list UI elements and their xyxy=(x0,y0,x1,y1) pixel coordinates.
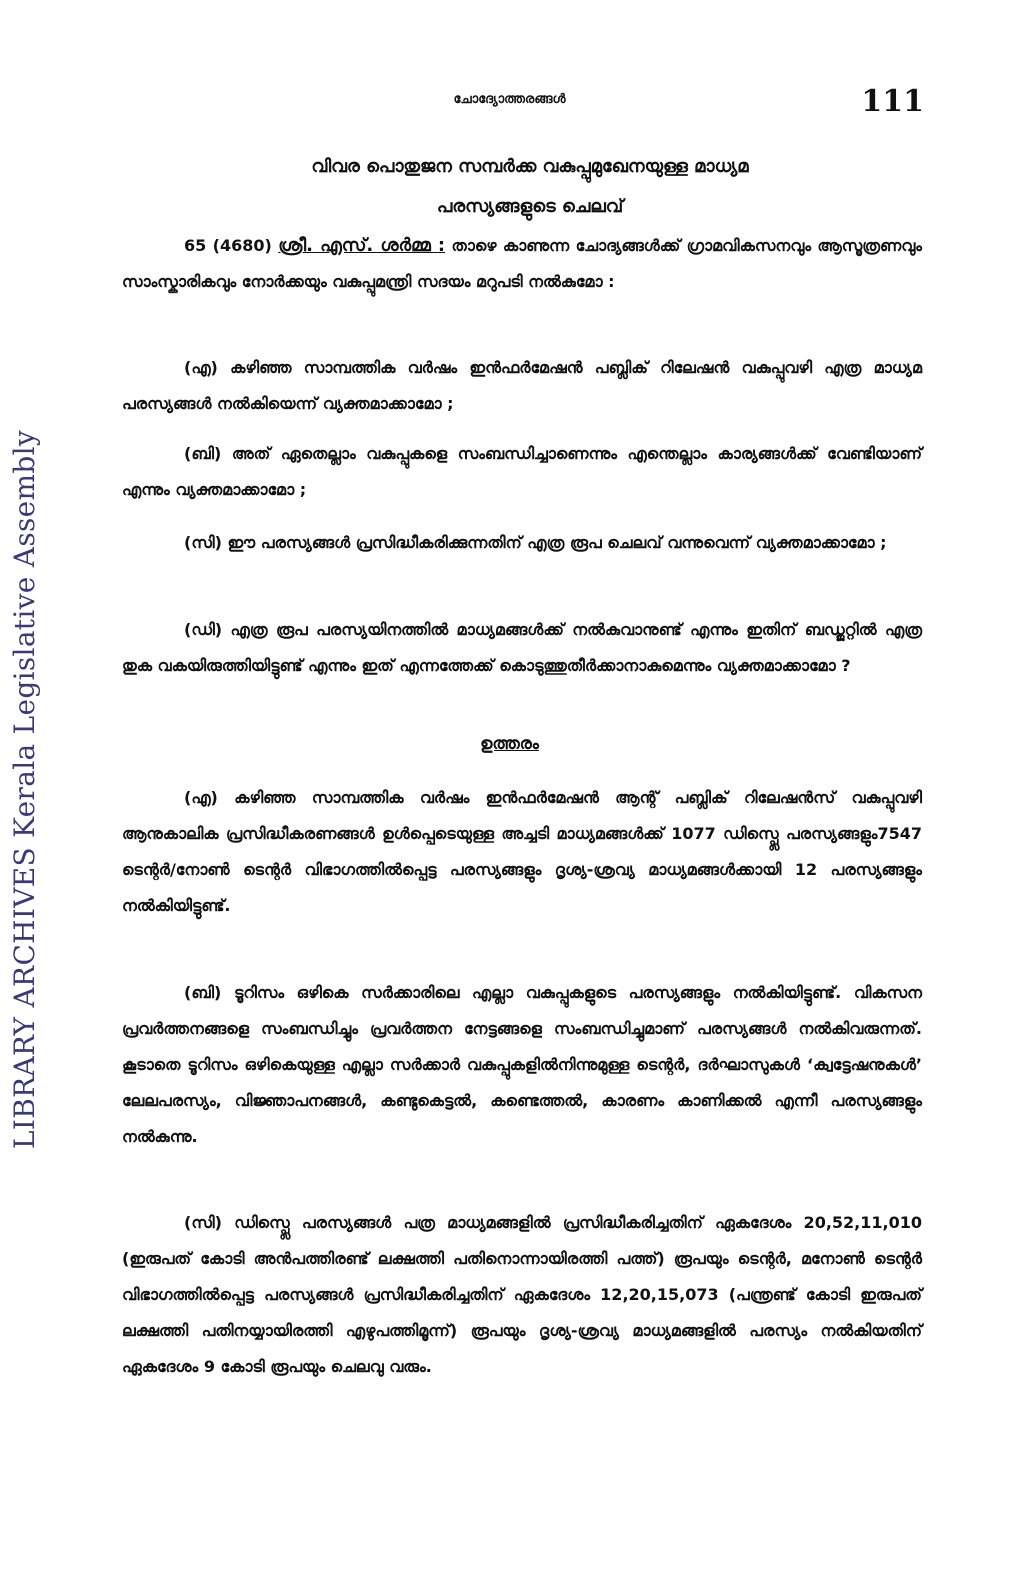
answer-item-b: (ബി) ടൂറിസം ഒഴികെ സർക്കാരിലെ എല്ലാ വകുപ്പുകളുടെ പരസ്യങ്ങളും നൽകിയിട്ടുണ്ട്. വികസന പ്രവർത്തനങ്ങളെ സംബന്ധിച്ചും പ്രവർത്തന നേട്ടങ്ങളെ സംബന്ധിച്ചുമാണ് പരസ്യങ്ങൾ നൽകിവരുന്നത്. കൂടാതെ ടൂറിസം ഒഴികെയുള്ള എല്ലാ സർക്കാർ വകുപ്പുകളിൽനിന്നുമുള്ള ടെന്റർ, ദർഘാസുകൾ ‘ക്വട്ടേഷനുകൾ’ ലേലപരസ്യം, വിജ്ഞാപനങ്ങൾ, കണ്ടുകെട്ടൽ, കണ്ടെത്തൽ, കാരണം കാണിക്കൽ എന്നീ പരസ്യങ്ങളും നൽകുന്നു. xyxy=(122,983,922,1146)
question-item-b: (ബി) അത് ഏതെല്ലാം വകുപ്പുകളെ സംബന്ധിച്ചാണെന്നും എന്തെല്ലാം കാര്യങ്ങൾക്ക് വേണ്ടിയാണ് എന്നും വ്യക്തമാക്കാമോ ; xyxy=(122,444,922,499)
answer-heading-text: ഉത്തരം xyxy=(480,734,539,754)
member-name: ശ്രീ. എസ്. ശർമ്മ : xyxy=(278,235,446,256)
question-item-c: (സി) ഈ പരസ്യങ്ങൾ പ്രസിദ്ധീകരിക്കുന്നതിന് എത്ര രൂപ ചെലവ് വന്നുവെന്ന് വ്യക്തമാക്കാമോ ; xyxy=(184,533,887,552)
answer-item-a: (എ) കഴിഞ്ഞ സാമ്പത്തിക വർഷം ഇൻഫർമേഷൻ ആന്റ് പബ്ലിക് റിലേഷൻസ് വകുപ്പുവഴി ആനുകാലിക പ്രസിദ്ധീകരണങ്ങൾ ഉൾപ്പെടെയുള്ള അച്ചടി മാധ്യമങ്ങൾക്ക് 1077 ഡിസ്പ്ലെ പരസ്യങ്ങളും7547 ടെന്റർ/നോൺ ടെന്റർ വിഭാഗത്തിൽപ്പെട്ട പരസ്യങ്ങളും ദൃശ്യ-ശ്രവ്യ മാധ്യമങ്ങൾക്കായി 12 പരസ്യങ്ങളും നൽകിയിട്ടുണ്ട്. xyxy=(122,788,922,915)
question-item-d: (ഡി) എത്ര രൂപ പരസ്യയിനത്തിൽ മാധ്യമങ്ങൾക്ക് നൽകുവാനുണ്ട് എന്നും ഇതിന് ബഡ്ജറ്റിൽ എത്ര തുക വകയിരുത്തിയിട്ടുണ്ട് എന്നും ഇത് എന്നത്തേക്ക് കൊടുത്തുതീർക്കാനാകുമെന്നും വ്യക്തമാക്കാമോ ? xyxy=(122,620,922,675)
archive-watermark: LIBRARY ARCHIVES Kerala Legislative Assembly xyxy=(8,430,41,1150)
title-line-2: പരസ്യങ്ങളുടെ ചെലവ് xyxy=(436,196,624,217)
question-intro-text: താഴെ കാണുന്ന ചോദ്യങ്ങൾക്ക് ഗ്രാമവികസനവും ആസൂത്രണവും സാംസ്കാരികവും നോർക്കയും വകുപ്പുമന്ത്രി സദയം മറുപടി നൽകുമോ : xyxy=(122,236,923,291)
question-item-a: (എ) കഴിഞ്ഞ സാമ്പത്തിക വർഷം ഇൻഫർമേഷൻ പബ്ലിക് റിലേഷൻ വകുപ്പുവഴി എത്ര മാധ്യമ പരസ്യങ്ങൾ നൽകിയെന്ന് വ്യക്തമാക്കാമോ ; xyxy=(122,358,922,413)
title-line-1: വിവര പൊതുജന സമ്പർക്ക വകുപ്പുമുഖേനയുള്ള മാധ്യമ xyxy=(311,156,749,177)
answer-heading xyxy=(0,734,1019,754)
question-intro xyxy=(122,228,922,300)
page-number: 111 xyxy=(861,84,924,119)
running-header: ചോദ്യോത്തരങ്ങൾ xyxy=(453,92,566,107)
question-title xyxy=(140,147,920,227)
answer-item-c: (സി) ഡിസ്പ്ലെ പരസ്യങ്ങൾ പത്ര മാധ്യമങ്ങളിൽ പ്രസിദ്ധീകരിച്ചതിന് ഏകദേശം 20,52,11,010 (ഇരുപത് കോടി അൻപത്തിരണ്ട് ലക്ഷത്തി പതിനൊന്നായിരത്തി പത്ത്) രൂപയും ടെന്റർ, മനോൺ ടെന്റർ വിഭാഗത്തിൽപ്പെട്ട പരസ്യങ്ങൾ പ്രസിദ്ധീകരിച്ചതിന് ഏകദേശം 12,20,15,073 (പന്ത്രണ്ട് കോടി ഇരുപത് ലക്ഷത്തി പതിനയ്യായിരത്തി എഴുപത്തിമൂന്ന്) രൂപയും ദൃശ്യ-ശ്രവ്യ മാധ്യമങ്ങളിൽ പരസ്യം നൽകിയതിന് ഏകദേശം 9 കോടി രൂപയും ചെലവു വരും. xyxy=(122,1213,922,1376)
question-number: 65 (4680) xyxy=(184,236,272,255)
